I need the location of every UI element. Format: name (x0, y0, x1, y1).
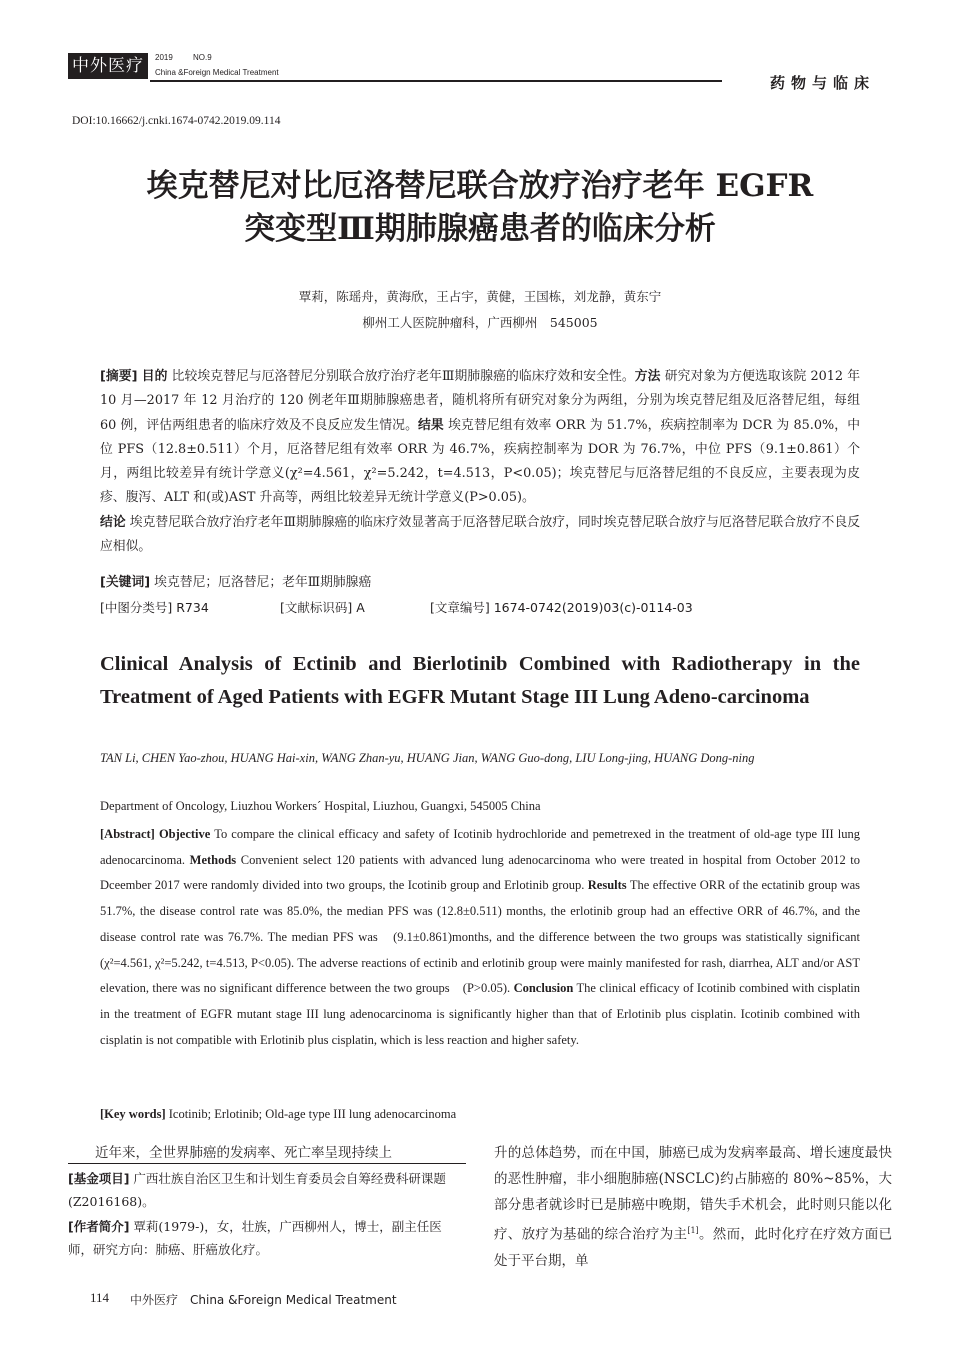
fund-label: [基金项目] (68, 1171, 130, 1186)
results-en: The effective ORR of the ectatinib group was 51.7%, the disease control rate was 85.0%, the median PFS was (12.8±0.511) months, the erlotinib group had an effective ORR of 46.7%, and the disease control rate was 76.7%. The median PFS was (9.1±0.861)months, and the difference between the two groups was statistically significant (χ²=4.561, χ²=5.242, t=4.513, P<0.05). The adverse reactions of ectinib and erlotinib group were mainly manifested for rash, diarrhea, ALT and/or AST elevation, there was no significant difference between the two groups (P>0.05). (100, 878, 861, 996)
keywords-cn-label: [关键词] (100, 575, 151, 590)
header-rule (150, 80, 722, 82)
methods-cn: 研究对象为方便选取该院 2012 年 10 月—2017 年 12 月治疗的 120 例老年Ⅲ期肺腺癌患者，随机将所有研究对象分为两组，分别为埃克替尼组及厄洛替尼组，每组 60 例，评估两组患者的临床疗效及不良反应发生情况。 (100, 369, 861, 433)
body-right-column (494, 1140, 892, 1274)
conclusion-en-label: Conclusion (513, 981, 574, 996)
title-cn-line-2: 突变型Ⅲ期肺腺癌患者的临床分析 (244, 211, 716, 247)
footnote-rule (68, 1163, 466, 1164)
header-year: 2019 (155, 53, 173, 62)
article-title-cn (60, 165, 900, 251)
section-label: 药物与临床 (770, 74, 876, 92)
article-title-en: Clinical Analysis of Ectinib and Bierlotinib Combined with Radiotherapy in the Treatment of Aged Patients with EGFR Mutant Stage III Lung Adeno-carcinoma (100, 653, 860, 708)
keywords-en-label: [Key words] (100, 1107, 166, 1121)
header-issue: NO.9 (193, 53, 212, 62)
title-cn-line-1: 埃克替尼对比厄洛替尼联合放疗治疗老年 EGFR (146, 168, 814, 204)
abstract-en-label: [Abstract] (100, 827, 155, 841)
document-code: [文献标识码] A (280, 600, 365, 615)
results-en-label: Results (587, 878, 627, 893)
conclusion-en: The clinical efficacy of Icotinib combined with cisplatin in the treatment of EGFR mutant stage III lung adenocarcinoma is significantly higher than that of Erlotinib plus cisplatin. Icotinib combined with cisplatin is not compatible with Erlotinib plus cisplatin, which is less reaction and higher safety. (100, 981, 860, 1047)
results-cn: 埃克替尼组有效率 ORR 为 51.7%，疾病控制率为 DCR 为 85.0%，中位 PFS（12.8±0.511）个月，厄洛替尼组有效率 ORR 为 46.7%，疾病控制率为 DOR 为 76.7%，中位 PFS（9.1±0.861）个月，两组比较差异有统计学意义(χ²=4.561，χ²=5.242，t=4.513，P<0.05)；埃克替尼与厄洛替尼组的不良反应，主要表现为皮疹、腹泻、ALT 和(或)AST 升高等，两组比较差异无统计学意义(P>0.05)。 (100, 417, 860, 506)
body-left-intro: 近年来，全世界肺癌的发病率、死亡率呈现持续上 (95, 1145, 392, 1161)
footer-journal: 中外医疗 China &Foreign Medical Treatment (130, 1293, 397, 1307)
objective-en-label: Objective (158, 827, 211, 841)
abstract-cn (100, 365, 860, 559)
page-number: 114 (90, 1290, 110, 1305)
bio-label: [作者简介] (68, 1219, 130, 1234)
objective-cn: 比较埃克替尼与厄洛替尼分别联合放疗治疗老年Ⅲ期肺腺癌的临床疗效和安全性。 (171, 369, 635, 384)
reference-marker[interactable]: [1] (687, 1226, 699, 1235)
authors-cn: 覃莉，陈瑶舟，黄海欣，王占宇，黄健，王国栋，刘龙静，黄东宁 (298, 289, 662, 304)
conclusion-cn-label: 结论 (100, 514, 126, 530)
doi: DOI:10.16662/j.cnki.1674-0742.2019.09.114 (72, 115, 281, 127)
affiliation-en: Department of Oncology, Liuzhou Workers´ Hospital, Liuzhou, Guangxi, 545005 China (100, 799, 541, 813)
fund-note (68, 1167, 466, 1213)
conclusion-cn: 埃克替尼联合放疗治疗老年Ⅲ期肺腺癌的临床疗效显著高于厄洛替尼联合放疗，同时埃克替尼联合放疗与厄洛替尼联合放疗不良反应相似。 (100, 514, 860, 555)
author-bio (68, 1215, 466, 1261)
keywords-cn-text: 埃克替尼；厄洛替尼；老年Ⅲ期肺腺癌 (154, 575, 372, 590)
results-cn-label: 结果 (418, 417, 444, 433)
methods-en-label: Methods (189, 852, 237, 867)
bio-text: 覃莉(1979-)，女，壮族，广西柳州人，博士，副主任医师，研究方向：肺癌、肝癌放化疗。 (68, 1219, 442, 1257)
body-right-text-2: 。然而，此时化疗在疗效方面已处于平台期，单 (494, 1226, 892, 1269)
authors-en: TAN Li, CHEN Yao-zhou, HUANG Hai-xin, WANG Zhan-yu, HUANG Jian, WANG Guo-dong, LIU Long-jing, HUANG Dong-ning (100, 751, 755, 765)
affiliation-cn: 柳州工人医院肿瘤科，广西柳州 545005 (362, 315, 598, 330)
header-journal-en: China &Foreign Medical Treatment (155, 68, 279, 77)
objective-cn-label: 目的 (141, 369, 168, 384)
abstract-cn-label: [摘要] (100, 369, 138, 384)
keywords-cn (100, 571, 860, 590)
fund-text: 广西壮族自治区卫生和计划生育委员会自筹经费科研课题(Z2016168)。 (68, 1171, 446, 1209)
objective-en: To compare the clinical efficacy and safety of Icotinib hydrochloride and pemetrexed in the treatment of old-age type III lung adenocarcinoma. (100, 827, 860, 867)
keywords-en (100, 1107, 860, 1122)
article-number: [文章编号] 1674-0742(2019)03(c)-0114-03 (430, 600, 693, 615)
clc-number: [中图分类号] R734 (100, 600, 209, 615)
methods-en: Convenient select 120 patients with advanced lung adenocarcinoma who were treated in hospital from October 2012 to Dceember 2017 were randomly divided into two groups, the Icotinib group and Erlotinib group. (100, 852, 861, 893)
methods-cn-label: 方法 (634, 369, 661, 384)
abstract-en (100, 822, 860, 1053)
body-right-text: 升的总体趋势，而在中国，肺癌已成为发病率最高、增长速度最快的恶性肿瘤，非小细胞肺癌(NSCLC)约占肺癌的 80%~85%，大部分患者就诊时已是肺癌中晚期，错失手术机会，此时则只能以化疗、放疗为基础的综合治疗为主 (494, 1145, 892, 1243)
journal-logo: 中外医疗 (68, 53, 148, 79)
keywords-en-text: Icotinib; Erlotinib; Old-age type III lung adenocarcinoma (168, 1107, 457, 1121)
